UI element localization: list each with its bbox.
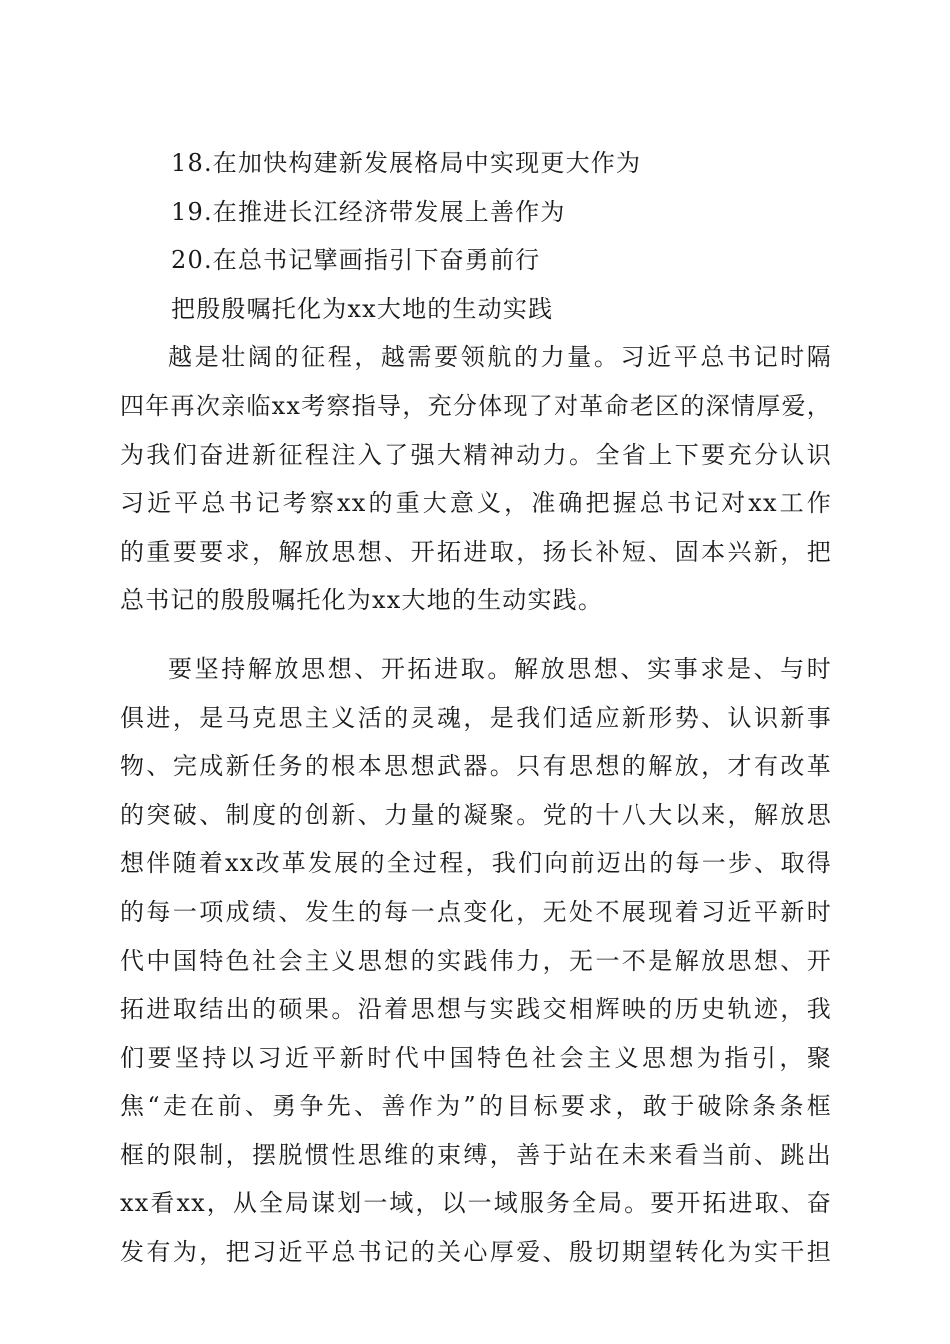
paragraph-line: 的突破、制度的创新、力量的凝聚。党的十八大以来，解放思 [120, 800, 832, 829]
paragraph-line: 物、完成新任务的根本思想武器。只有思想的解放，才有改革 [120, 752, 832, 781]
paragraph-line: xx看xx，从全局谋划一域，以一域服务全局。要开拓进取、奋 [120, 1189, 832, 1218]
list-item-19: 19.在推进长江经济带发展上善作为 [171, 197, 566, 226]
paragraph-line: 习近平总书记考察xx的重大意义，准确把握总书记对xx工作 [120, 489, 832, 518]
paragraph-line: 的重要要求，解放思想、开拓进取，扬长补短、固本兴新，把 [120, 537, 832, 566]
paragraph-line: 焦“走在前、勇争先、善作为”的目标要求，敢于破除条条框 [120, 1092, 832, 1121]
paragraph-line: 想伴随着xx改革发展的全过程，我们向前迈出的每一步、取得 [120, 849, 832, 878]
paragraph-line: 为我们奋进新征程注入了强大精神动力。全省上下要充分认识 [120, 440, 832, 469]
paragraph-1 [120, 333, 832, 625]
paragraph-line: 总书记的殷殷嘱托化为xx大地的生动实践。 [120, 586, 604, 615]
paragraph-line: 俱进，是马克思主义活的灵魂，是我们适应新形势、认识新事 [120, 703, 832, 732]
paragraph-line: 要坚持解放思想、开拓进取。解放思想、实事求是、与时 [168, 654, 832, 683]
paragraph-line: 越是壮阔的征程，越需要领航的力量。习近平总书记时隔 [168, 343, 832, 372]
paragraph-line: 发有为，把习近平总书记的关心厚爱、殷切期望转化为实干担 [120, 1238, 832, 1267]
document-body [120, 139, 832, 1297]
paragraph-line: 的每一项成绩、发生的每一点变化，无处不展现着习近平新时 [120, 897, 832, 926]
paragraph-line: 代中国特色社会主义思想的实践伟力，无一不是解放思想、开 [120, 946, 832, 975]
list-item-20: 20.在总书记擘画指引下奋勇前行 [171, 246, 541, 275]
paragraph-2 [120, 645, 832, 1277]
section-title: 把殷殷嘱托化为xx大地的生动实践 [171, 294, 554, 323]
paragraph-line: 们要坚持以习近平新时代中国特色社会主义思想为指引，聚 [120, 1043, 832, 1072]
paragraph-line: 四年再次亲临xx考察指导，充分体现了对革命老区的深情厚爱， [120, 391, 832, 420]
list-item-18: 18.在加快构建新发展格局中实现更大作为 [171, 149, 642, 177]
paragraph-line: 拓进取结出的硕果。沿着思想与实践交相辉映的历史轨迹，我 [120, 995, 832, 1024]
paragraph-line: 框的限制，摆脱惯性思维的束缚，善于站在未来看当前、跳出 [120, 1140, 832, 1169]
